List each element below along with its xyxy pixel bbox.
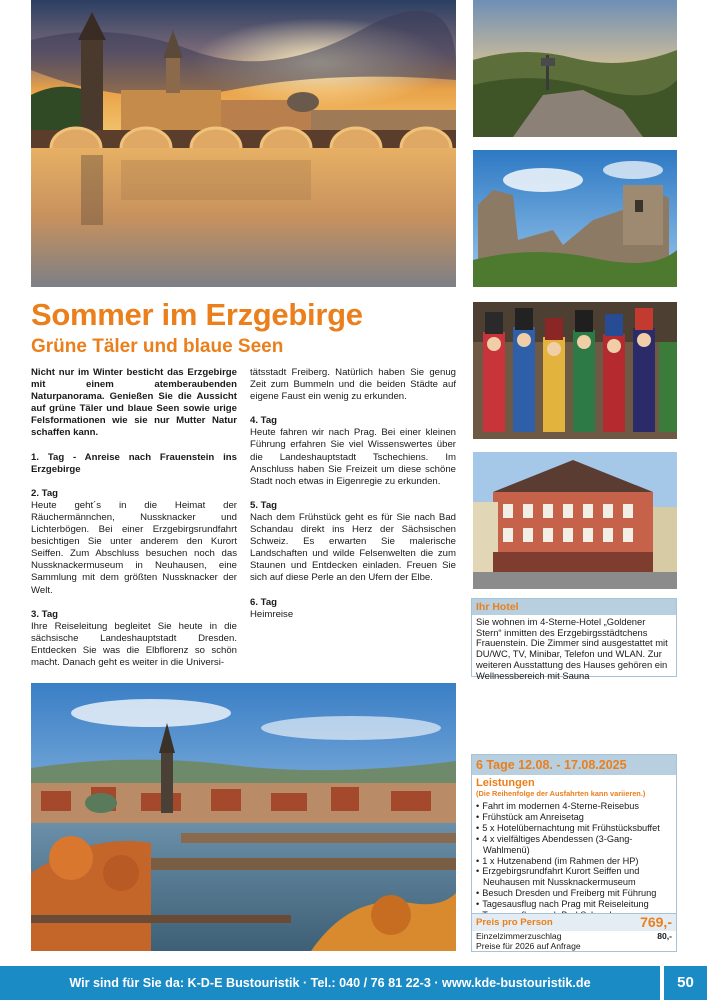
day-title: 6. Tag: [250, 596, 278, 608]
footer-contact-bar: Wir sind für Sie da: K-D-E Bustouristik · Tel.: 040 / 76 81 22-3 · www.kde-bustouristik.de: [0, 966, 660, 1000]
day-title: 5. Tag: [250, 499, 278, 511]
list-item: • Frühstück am Anreisetag: [476, 812, 672, 823]
list-item: • 4 x vielfältiges Abendessen (3-Gang-Wahlmenü): [476, 834, 672, 856]
day-2: [31, 488, 237, 597]
day-6: [250, 597, 456, 621]
tour-dates: 6 Tage 12.08. - 17.08.2025: [472, 755, 676, 775]
day-4: [250, 415, 456, 488]
text-column-right: [250, 367, 456, 633]
day-1: [31, 452, 237, 476]
tour-info-box: [471, 754, 677, 952]
services-heading: Leistungen: [476, 777, 535, 789]
page-subtitle: Grüne Täler und blaue Seen: [31, 336, 284, 357]
price-value: 769,-: [640, 914, 672, 930]
text-column-left: [31, 367, 237, 681]
price-label: Preis pro Person: [476, 917, 553, 928]
day-title: 2. Tag: [31, 487, 59, 499]
day-5: [250, 500, 456, 585]
page-number: 50: [664, 966, 707, 1000]
list-item: • 1 x Hutzenabend (im Rahmen der HP): [476, 856, 672, 867]
side-photo-nutcrackers: [473, 302, 677, 439]
day-title: 1. Tag - Anreise nach Frauenstein ins Erzgebirge: [31, 451, 237, 475]
side-photo-hotel-building: [473, 452, 677, 589]
day-text: tätsstadt Freiberg. Natürlich haben Sie genug Zeit zum Bummeln und die beiden Städte auf eigene Faust ein wenig zu erkunden.: [250, 367, 456, 403]
list-item: • Erzgebirgsrundfahrt Kurort Seiffen und Neuhausen mit Nussknackermuseum: [476, 866, 672, 888]
bottom-photo-prague-panorama: [31, 683, 456, 951]
side-photo-castle-ruin: [473, 150, 677, 287]
day-text: Ihre Reiseleitung begleitet Sie heute in die sächsische Landeshauptstadt Dresden. Entdecken Sie was die Elbflorenz so schön macht. Danach geht es weiter in die Universi-: [31, 620, 237, 668]
hotel-text: Sie wohnen im 4-Sterne-Hotel „Goldener Stern“ inmitten des Erzgebirgsstädtchens Frauenstein. Die Zimmer sind ausgestattet mit DU/WC, TV, Minibar, Telefon und WLAN. Zur weiteren Ausstattung des Hauses gehören ein Wellnessbereich mit Sauna: [476, 616, 668, 681]
day-title: 3. Tag: [31, 608, 59, 620]
day-text: Heute fahren wir nach Prag. Bei einer kleinen Führung erfahren Sie viel Wissenswertes über die Landeshauptstadt Tschechiens. Im Anschluss haben Sie Freizeit um diese schöne Stadt noch etwas in Eigenregie zu erkunden.: [250, 427, 456, 487]
side-photo-rock-lookout: [473, 0, 677, 137]
list-item: • Fahrt im modernen 4-Sterne-Reisebus: [476, 801, 672, 812]
list-item: • 5 x Hotelübernachtung mit Frühstücksbuffet: [476, 823, 672, 834]
supplement-value: 80,-: [657, 931, 672, 941]
day-text: Nach dem Frühstück geht es für Sie nach Bad Schandau direkt ins Herz der Sächsischen Schweiz. Es erwarten Sie malerische Landschaften und wilde Felsenwelten die zum Staunen und Entdecken einladen. Freuen Sie sich auf diese Perle an den Ufern der Elbe.: [250, 511, 456, 584]
day-text: Heute geht´s in die Heimat der Räuchermännchen, Nussknacker und Lichterbögen. Bei einer Erzgebirgsrundfahrt besichtigen Sie unter anderem den Kurort Seiffen. Zum Abschluss besuchen noch das Nussknackermuseum in Neuhausen, eine Sammlung mit dem größten Nussknacker der Welt.: [31, 499, 237, 596]
day-3: [31, 609, 237, 669]
hotel-info-box: [471, 598, 677, 681]
day-text: Heimreise: [250, 608, 294, 620]
day-3-continued: [250, 367, 456, 403]
day-title: 4. Tag: [250, 415, 278, 427]
page-title: Sommer im Erzgebirge: [31, 297, 363, 332]
services-note: (Die Reihenfolge der Ausfahrten kann variieren.): [476, 789, 646, 798]
hero-photo-prague-sunset: [31, 0, 456, 287]
hotel-heading: Ihr Hotel: [472, 599, 676, 615]
list-item: • Tagesausflug nach Prag mit Reiseleitung: [476, 899, 672, 910]
intro-paragraph: Nicht nur im Winter besticht das Erzgebirge mit einem atemberaubenden Naturpanorama. Genießen Sie die Aussicht auf grüne Täler und blaue Seen sowie urige Felsformationen wie sie nur Mutter Natur schaffen kann.: [31, 367, 237, 439]
future-prices-note: Preise für 2026 auf Anfrage: [476, 941, 581, 951]
price-row: [472, 913, 676, 931]
supplement-label: Einzelzimmerzuschlag: [476, 931, 562, 941]
services-list: [472, 798, 676, 921]
supplement-row: [476, 931, 672, 941]
list-item: • Besuch Dresden und Freiberg mit Führung: [476, 888, 672, 899]
